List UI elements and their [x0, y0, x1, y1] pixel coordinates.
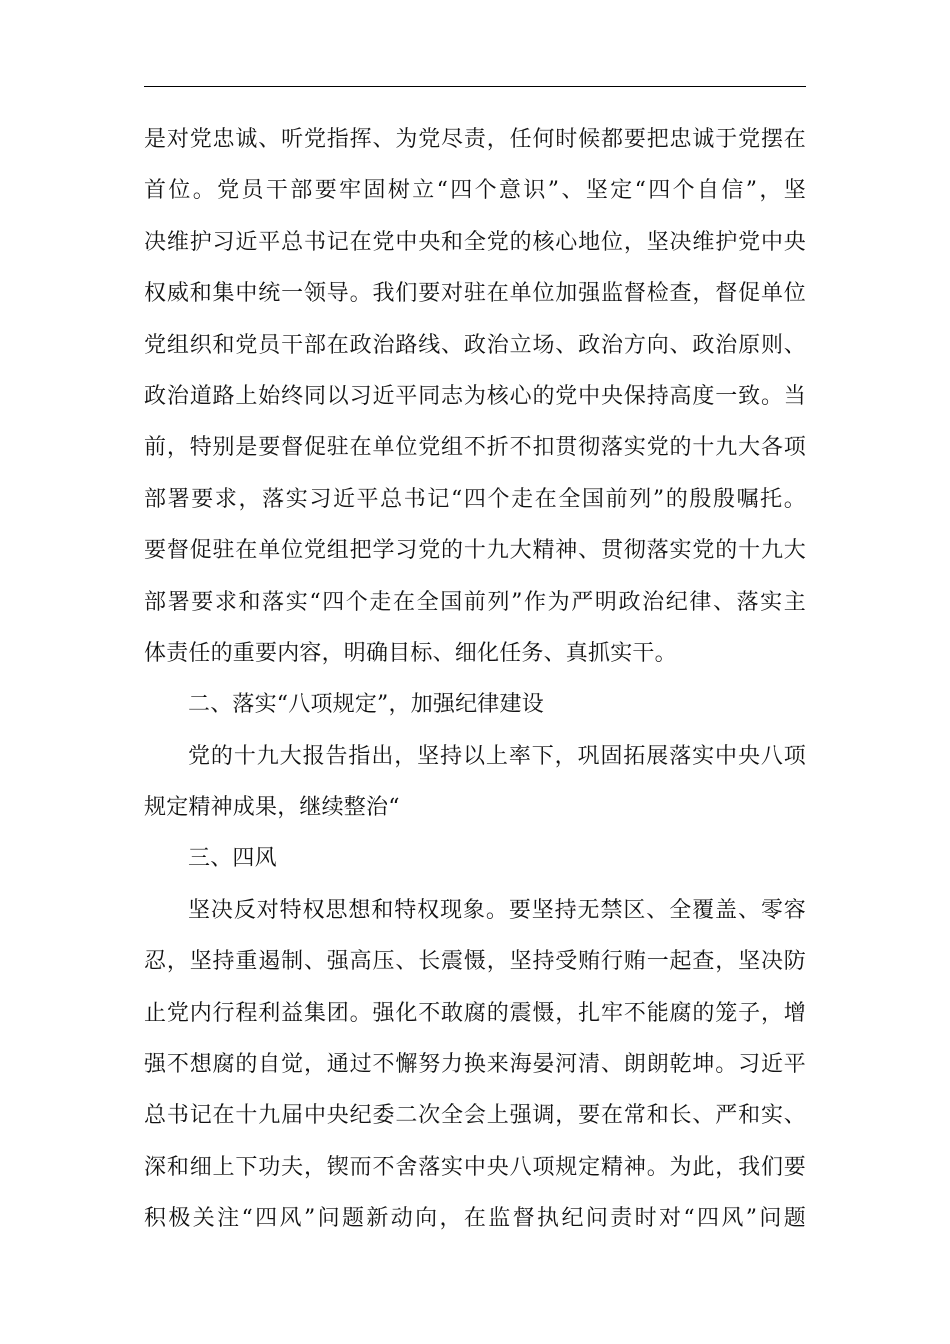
text-line: 前，特别是要督促驻在单位党组不折不扣贯彻落实党的十九大各项 [144, 435, 806, 461]
text-line: 决维护习近平总书记在党中央和全党的核心地位，坚决维护党中央 [144, 229, 806, 255]
text-line: 总书记在十九届中央纪委二次全会上强调，要在常和长、严和实、 [144, 1103, 806, 1129]
text-line: 体责任的重要内容，明确目标、细化任务、真抓实干。 [144, 640, 677, 666]
section-heading: 二、落实“八项规定”，加强纪律建设 [188, 692, 544, 718]
text-line: 止党内行程利益集团。强化不敢腐的震慑，扎牢不能腐的笼子，增 [144, 1000, 806, 1026]
text-line: 规定精神成果，继续整治“ [144, 795, 400, 821]
text-line: 要督促驻在单位党组把学习党的十九大精神、贯彻落实党的十九大 [144, 538, 806, 564]
text-line: 部署要求，落实习近平总书记“四个走在全国前列”的殷殷嘱托。 [144, 486, 806, 512]
text-line: 党组织和党员干部在政治路线、政治立场、政治方向、政治原则、 [144, 332, 806, 358]
section-heading: 三、四风 [188, 846, 277, 872]
text-line: 政治道路上始终同以习近平同志为核心的党中央保持高度一致。当 [144, 383, 806, 409]
document-body [144, 114, 806, 1245]
text-line: 坚决反对特权思想和特权现象。要坚持无禁区、全覆盖、零容 [188, 897, 806, 923]
header-rule [144, 86, 806, 87]
text-line: 首位。党员干部要牢固树立“四个意识”、坚定“四个自信”，坚 [144, 178, 806, 204]
text-line: 深和细上下功夫，锲而不舍落实中央八项规定精神。为此，我们要 [144, 1154, 806, 1180]
text-line: 部署要求和落实“四个走在全国前列”作为严明政治纪律、落实主 [144, 589, 806, 615]
text-line: 忍，坚持重遏制、强高压、长震慑，坚持受贿行贿一起查，坚决防 [144, 949, 806, 975]
text-line: 强不想腐的自觉，通过不懈努力换来海晏河清、朗朗乾坤。习近平 [144, 1052, 806, 1078]
text-line: 积极关注“四风”问题新动向，在监督执纪问责时对“四风”问题 [144, 1206, 806, 1232]
text-line: 是对党忠诚、听党指挥、为党尽责，任何时候都要把忠诚于党摆在 [144, 127, 806, 152]
text-line: 党的十九大报告指出，坚持以上率下，巩固拓展落实中央八项 [188, 743, 806, 769]
text-line: 权威和集中统一领导。我们要对驻在单位加强监督检查，督促单位 [144, 281, 806, 307]
